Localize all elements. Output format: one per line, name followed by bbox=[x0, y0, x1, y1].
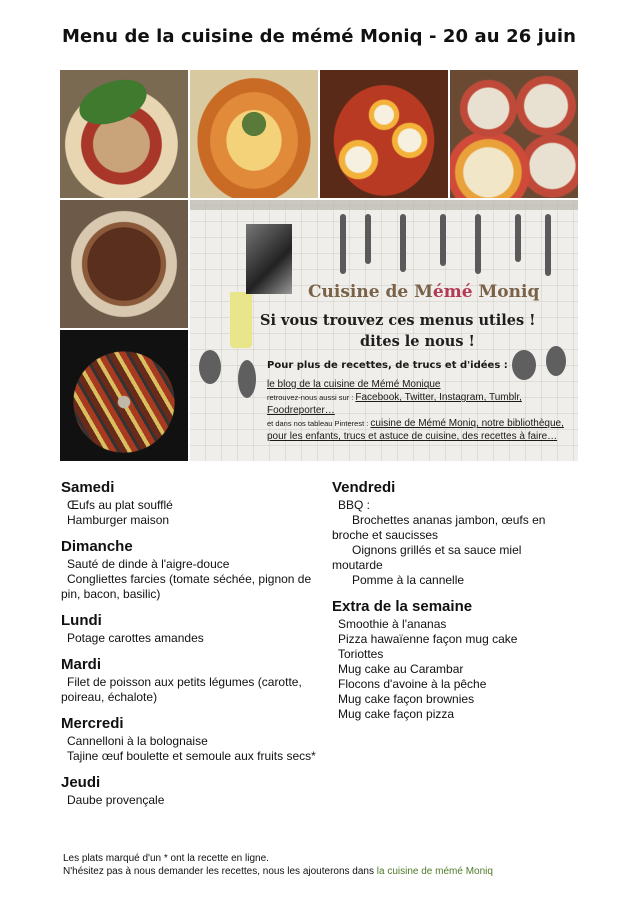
extra-item: Mug cake façon brownies bbox=[338, 692, 475, 706]
footer-line-1: Les plats marqué d'un * ont la recette en ligne. bbox=[63, 853, 269, 864]
banner-links bbox=[267, 378, 567, 443]
banner-heading: Pour plus de recettes, de trucs et d'idées : bbox=[267, 360, 508, 371]
day-section bbox=[61, 478, 321, 528]
spoon-icon bbox=[546, 346, 566, 376]
extra-heading: Extra de la semaine bbox=[332, 598, 473, 615]
page-title: Menu de la cuisine de mémé Moniq - 20 au 26 juin bbox=[61, 26, 577, 47]
ladle-icon bbox=[512, 350, 536, 380]
banner-subtitle: Si vous trouvez ces menus utiles ! dites le nous ! bbox=[260, 312, 536, 350]
photo-collage bbox=[60, 70, 578, 461]
extra-item: Toriottes bbox=[338, 647, 384, 661]
barbecue-photo bbox=[60, 330, 188, 461]
dish: Cannelloni à la bolognaise bbox=[67, 734, 208, 748]
bbq-label: BBQ : bbox=[338, 498, 371, 512]
hamburger-photo bbox=[60, 70, 188, 198]
utensil-icon bbox=[340, 214, 346, 274]
utensil-icon bbox=[515, 214, 521, 262]
footer-line-2: N'hésitez pas à nous demander les recettes, nous les ajouterons dans bbox=[63, 866, 377, 877]
extra-item: Mug cake façon pizza bbox=[338, 707, 455, 721]
day-heading: Samedi bbox=[61, 479, 115, 496]
day-heading: Dimanche bbox=[61, 538, 133, 555]
dish: Hamburger maison bbox=[67, 513, 170, 527]
social-link[interactable]: Facebook, Twitter, Instagram, Tumblr, Foodreporter… bbox=[267, 392, 522, 416]
mug-cake-photo bbox=[60, 200, 188, 328]
dish: Potage carottes amandes bbox=[67, 631, 204, 645]
dish: Sauté de dinde à l'aigre-douce bbox=[67, 557, 230, 571]
footer-note bbox=[63, 852, 493, 878]
also-label: retrouvez-nous aussi sur : bbox=[267, 393, 356, 402]
ladle-icon bbox=[199, 350, 221, 384]
extra-section bbox=[332, 597, 572, 722]
day-heading: Mercredi bbox=[61, 715, 124, 732]
utensil-icon bbox=[545, 214, 551, 276]
day-section bbox=[61, 714, 321, 764]
dish: Daube provençale bbox=[67, 793, 165, 807]
footer-brand: la cuisine de mémé Moniq bbox=[376, 866, 493, 877]
extra-item: Smoothie à l'ananas bbox=[338, 617, 447, 631]
dish: Œufs au plat soufflé bbox=[67, 498, 173, 512]
dish: Pomme à la cannelle bbox=[352, 573, 465, 587]
utensil-icon bbox=[400, 214, 406, 272]
menu-right-column bbox=[332, 478, 572, 731]
dish: Filet de poisson aux petits légumes (carotte, poireau, échalote) bbox=[61, 675, 302, 704]
day-heading: Vendredi bbox=[332, 479, 396, 496]
day-heading: Mardi bbox=[61, 656, 102, 673]
pinterest-link[interactable]: cuisine de Mémé Moniq, notre bibliothèque, pour les enfants, trucs et astuce de cuisine, des recettes à faire… bbox=[267, 418, 564, 442]
ramekins-photo bbox=[450, 70, 578, 198]
gratin-photo bbox=[190, 70, 318, 198]
extra-item: Mug cake au Carambar bbox=[338, 662, 464, 676]
utensil-icon bbox=[440, 214, 446, 266]
day-section bbox=[61, 655, 321, 705]
day-heading: Jeudi bbox=[61, 774, 101, 791]
dish: Brochettes ananas jambon, œufs en broche et saucisses bbox=[332, 513, 546, 542]
dish: Tajine œuf boulette et semoule aux fruits secs* bbox=[67, 749, 316, 763]
day-section bbox=[61, 611, 321, 646]
utensil-icon bbox=[365, 214, 371, 264]
kitchen-banner bbox=[190, 200, 578, 461]
dish: Oignons grillés et sa sauce miel moutarde bbox=[332, 543, 522, 572]
menu-left-column bbox=[61, 478, 321, 817]
day-section bbox=[61, 537, 321, 602]
spoon-icon bbox=[238, 360, 256, 398]
banner-title: Cuisine de Mémé Moniq bbox=[308, 282, 540, 302]
utensil-icon bbox=[475, 214, 481, 274]
cup-icon bbox=[230, 292, 252, 348]
day-section bbox=[332, 478, 572, 588]
extra-item: Flocons d'avoine à la pêche bbox=[338, 677, 487, 691]
dish: Congliettes farcies (tomate séchée, pignon de pin, bacon, basilic) bbox=[61, 572, 312, 601]
eggs-photo bbox=[320, 70, 448, 198]
extra-item: Pizza hawaïenne façon mug cake bbox=[338, 632, 518, 646]
pinterest-label: et dans nos tableau Pinterest : bbox=[267, 419, 371, 428]
day-section bbox=[61, 773, 321, 808]
blog-link[interactable]: le blog de la cuisine de Mémé Monique bbox=[267, 379, 441, 390]
day-heading: Lundi bbox=[61, 612, 102, 629]
portrait-photo bbox=[246, 224, 292, 294]
